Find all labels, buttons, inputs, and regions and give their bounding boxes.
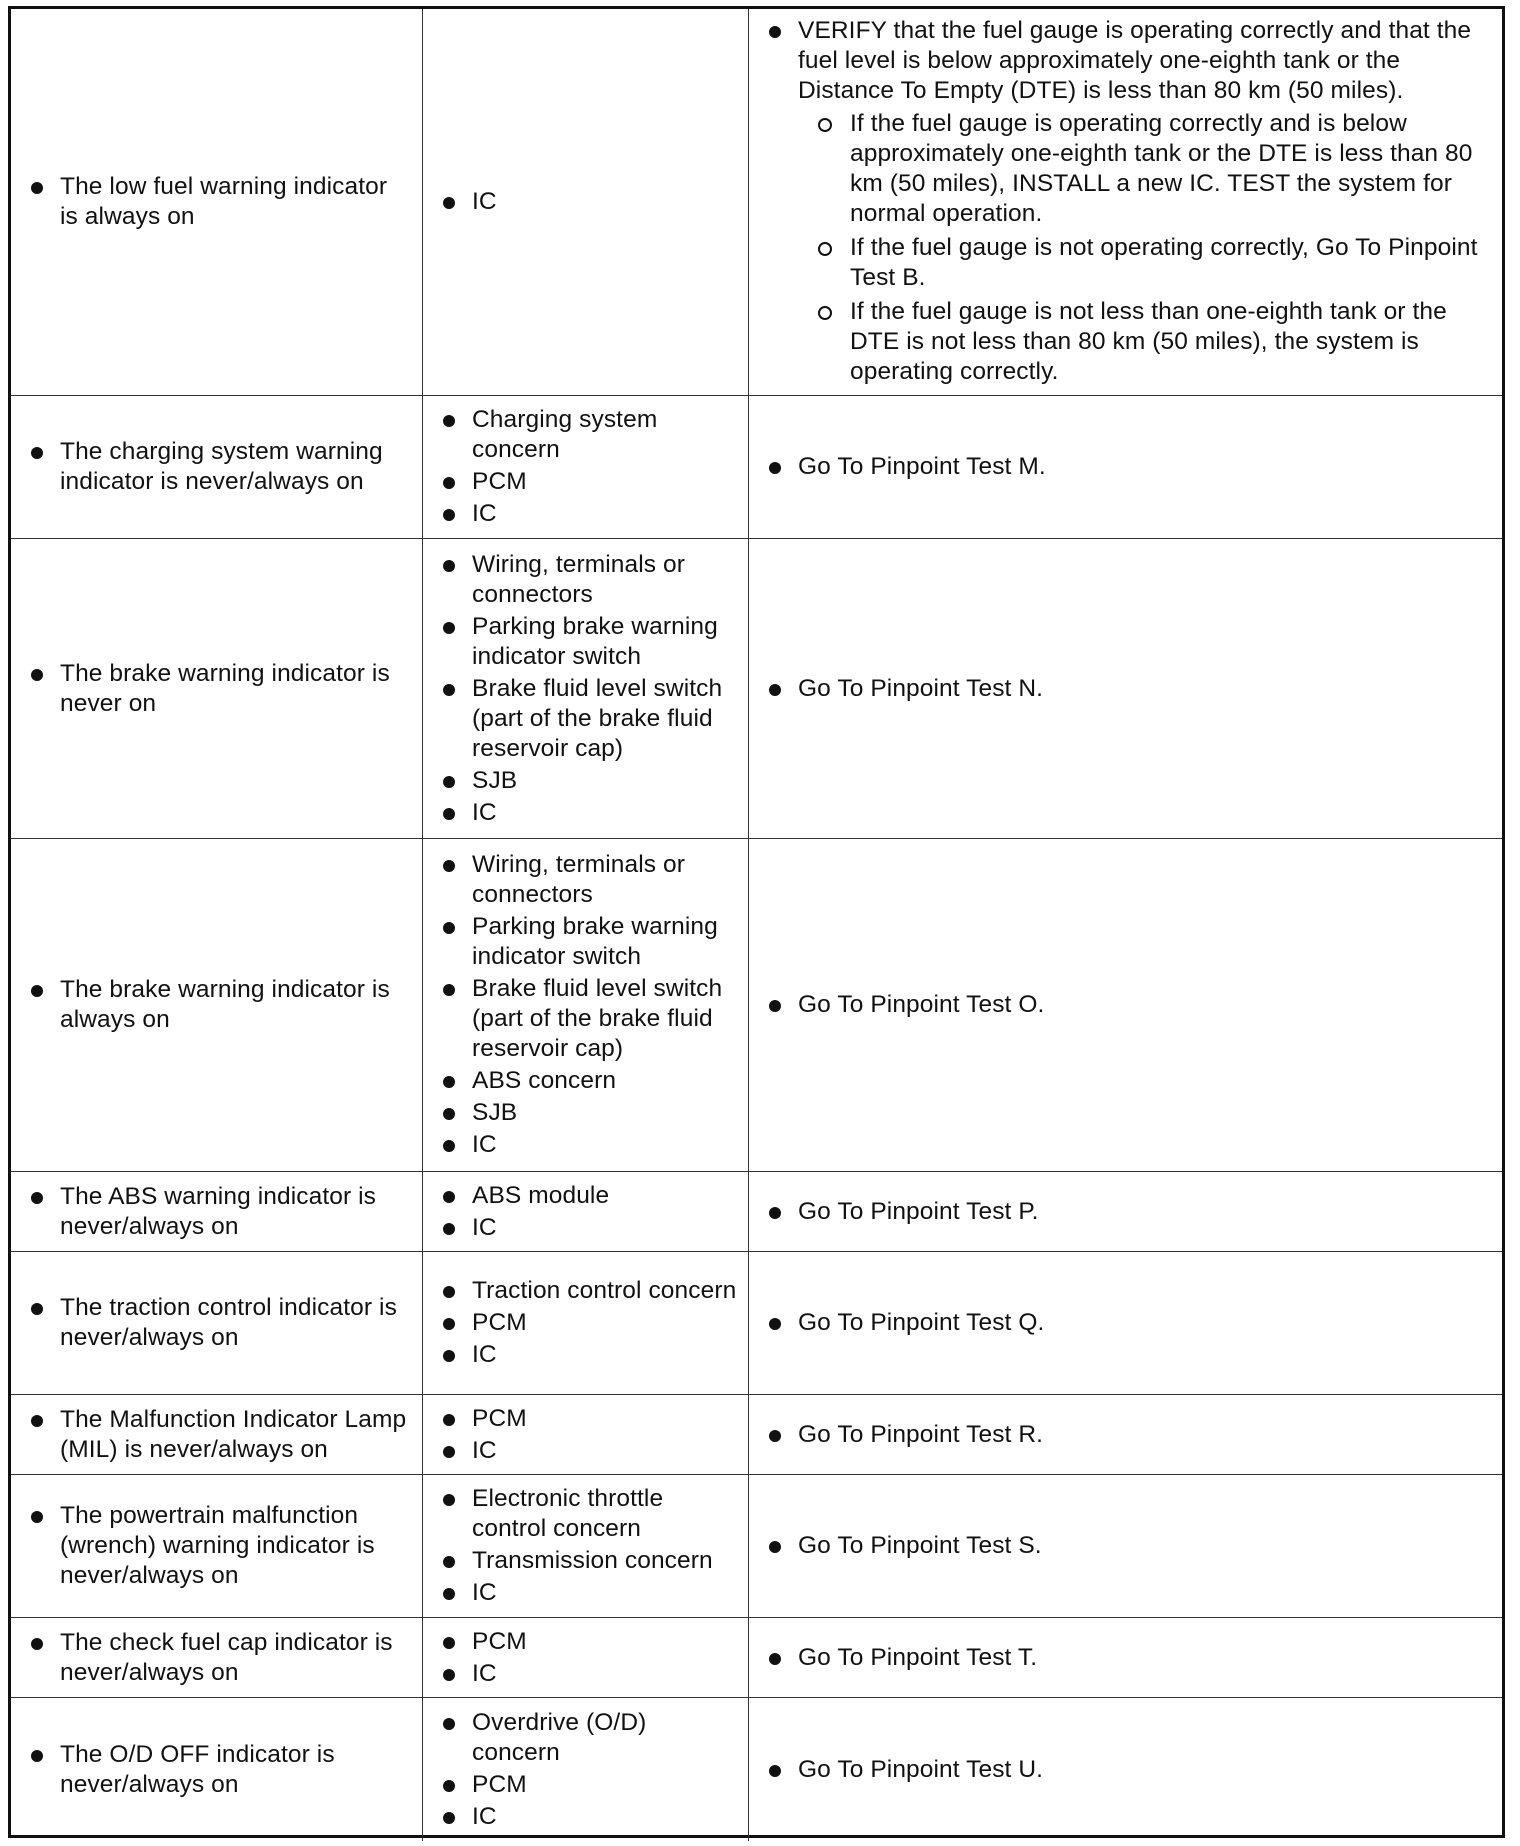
- bullet-icon: [769, 26, 781, 38]
- possible-source: [443, 766, 738, 796]
- bullet-icon: [769, 1000, 781, 1012]
- possible-source: [443, 1770, 738, 1800]
- possible-source: [443, 850, 738, 910]
- possible-source: [443, 499, 738, 529]
- condition: [31, 1293, 408, 1353]
- bullet-icon: [443, 197, 455, 209]
- action-text: Go To Pinpoint Test P.: [798, 1197, 1039, 1225]
- possible-source: [443, 187, 738, 217]
- possible-source-text: Wiring, terminals or connectors: [472, 550, 686, 608]
- action-text: Go To Pinpoint Test N.: [798, 674, 1044, 702]
- bullet-icon: [31, 985, 43, 997]
- bullet-icon: [443, 1637, 455, 1649]
- possible-source-cell: [423, 539, 749, 838]
- bullet-icon: [443, 808, 455, 820]
- action: [769, 1755, 1494, 1785]
- action-text: Go To Pinpoint Test U.: [798, 1755, 1044, 1783]
- bullet-icon: [443, 1780, 455, 1792]
- condition-cell: [11, 539, 423, 838]
- bullet-icon: [31, 1192, 43, 1204]
- table-row: [11, 1475, 1502, 1618]
- possible-source: [443, 405, 738, 465]
- bullet-icon: [443, 415, 455, 427]
- possible-source-text: PCM: [472, 1627, 527, 1655]
- action-subitem: [818, 109, 1494, 229]
- bullet-icon: [443, 1318, 455, 1330]
- possible-source-text: SJB: [472, 766, 518, 794]
- bullet-icon: [443, 1812, 455, 1824]
- possible-source: [443, 1130, 738, 1160]
- condition-cell: [11, 1395, 423, 1474]
- possible-source-text: PCM: [472, 1309, 527, 1336]
- bullet-icon: [769, 462, 781, 474]
- possible-source-text: IC: [472, 1341, 497, 1368]
- possible-source: [443, 1213, 738, 1243]
- bullet-icon: [443, 684, 455, 696]
- bullet-icon: [443, 1446, 455, 1458]
- possible-source: [443, 1098, 738, 1128]
- symptom-chart-table: [8, 6, 1505, 1838]
- bullet-icon: [443, 860, 455, 872]
- bullet-icon: [443, 1223, 455, 1235]
- action-text: Go To Pinpoint Test T.: [798, 1643, 1038, 1671]
- possible-source-text: Charging system concern: [472, 406, 658, 463]
- action-cell: [749, 839, 1502, 1171]
- possible-source-text: PCM: [472, 1770, 527, 1798]
- possible-source-text: Parking brake warning indicator switch: [472, 913, 718, 970]
- possible-source-cell: [423, 396, 749, 538]
- possible-source: [443, 1484, 738, 1544]
- action-cell: [749, 1475, 1502, 1617]
- bullet-icon: [443, 1494, 455, 1506]
- possible-source-cell: [423, 9, 749, 395]
- possible-source-text: IC: [472, 1802, 497, 1830]
- condition-text: The check fuel cap indicator is never/always on: [60, 1628, 393, 1686]
- open-circle-bullet-icon: [818, 242, 832, 256]
- possible-source: [443, 1340, 738, 1370]
- condition: [31, 172, 408, 232]
- bullet-icon: [769, 1541, 781, 1553]
- action-cell: [749, 1618, 1502, 1697]
- possible-source: [443, 612, 738, 672]
- possible-source: [443, 974, 738, 1064]
- bullet-icon: [443, 477, 455, 489]
- possible-source-text: IC: [472, 500, 497, 527]
- bullet-icon: [443, 1140, 455, 1152]
- action: [769, 452, 1494, 482]
- action: [769, 1531, 1494, 1561]
- table-row: [11, 9, 1502, 396]
- action-text: Go To Pinpoint Test M.: [798, 453, 1046, 480]
- action-text: Go To Pinpoint Test O.: [798, 991, 1045, 1018]
- bullet-icon: [443, 622, 455, 634]
- condition-cell: [11, 1252, 423, 1394]
- possible-source-text: IC: [472, 1213, 497, 1241]
- condition: [31, 659, 408, 719]
- action-cell: [749, 1698, 1502, 1841]
- condition-text: The Malfunction Indicator Lamp (MIL) is never/always on: [60, 1405, 407, 1463]
- possible-source-text: IC: [472, 1131, 497, 1158]
- bullet-icon: [443, 1588, 455, 1600]
- possible-source-cell: [423, 1618, 749, 1697]
- bullet-icon: [769, 1207, 781, 1219]
- possible-source: [443, 1308, 738, 1338]
- condition-cell: [11, 1172, 423, 1251]
- possible-source: [443, 467, 738, 497]
- possible-source-cell: [423, 1395, 749, 1474]
- possible-source-cell: [423, 1252, 749, 1394]
- bullet-icon: [443, 1286, 455, 1298]
- bullet-icon: [443, 1414, 455, 1426]
- action-subitem: [818, 233, 1494, 293]
- action-cell: [749, 1252, 1502, 1394]
- table-row: [11, 1395, 1502, 1475]
- action-subitem-text: If the fuel gauge is operating correctly and is below approximately one-eighth tank or the DTE is less than 80 km (50 miles), INSTALL a new IC. TEST the system for normal operation.: [850, 110, 1473, 227]
- action-text: Go To Pinpoint Test Q.: [798, 1309, 1045, 1336]
- bullet-icon: [443, 1718, 455, 1730]
- condition: [31, 1182, 408, 1242]
- bullet-icon: [443, 776, 455, 788]
- condition-text: The charging system warning indicator is never/always on: [60, 438, 383, 495]
- condition-text: The traction control indicator is never/always on: [60, 1294, 397, 1351]
- table-row: [11, 396, 1502, 539]
- possible-source-cell: [423, 1172, 749, 1251]
- condition-text: The O/D OFF indicator is never/always on: [60, 1740, 335, 1798]
- possible-source-text: Electronic throttle control concern: [472, 1485, 664, 1542]
- possible-source: [443, 1181, 738, 1211]
- possible-source-text: IC: [472, 798, 497, 826]
- bullet-icon: [31, 1638, 43, 1650]
- open-circle-bullet-icon: [818, 306, 832, 320]
- condition-cell: [11, 1698, 423, 1841]
- possible-source-text: Brake fluid level switch (part of the brake fluid reservoir cap): [472, 975, 723, 1062]
- table-row: [11, 1698, 1502, 1841]
- bullet-icon: [443, 1108, 455, 1120]
- bullet-icon: [443, 984, 455, 996]
- possible-source: [443, 1627, 738, 1657]
- possible-source-text: IC: [472, 1579, 497, 1606]
- possible-source-text: IC: [472, 1436, 497, 1464]
- bullet-icon: [443, 509, 455, 521]
- possible-source: [443, 798, 738, 828]
- possible-source: [443, 912, 738, 972]
- action-subitem-text: If the fuel gauge is not operating correctly, Go To Pinpoint Test B.: [850, 234, 1478, 291]
- bullet-icon: [31, 1303, 43, 1315]
- possible-source-cell: [423, 839, 749, 1171]
- action-subitem-text: If the fuel gauge is not less than one-eighth tank or the DTE is not less than 80 km (50 miles), the system is operating correctly.: [850, 298, 1447, 385]
- condition-text: The powertrain malfunction (wrench) warning indicator is never/always on: [60, 1502, 375, 1589]
- possible-source-text: IC: [472, 1659, 497, 1687]
- action-text: Go To Pinpoint Test R.: [798, 1420, 1044, 1448]
- action-cell: [749, 1395, 1502, 1474]
- action: [769, 674, 1494, 704]
- bullet-icon: [443, 922, 455, 934]
- table-row: [11, 839, 1502, 1172]
- bullet-icon: [31, 182, 43, 194]
- action-cell: [749, 396, 1502, 538]
- possible-source: [443, 550, 738, 610]
- action: [769, 990, 1494, 1020]
- possible-source-text: Traction control concern: [472, 1277, 737, 1304]
- possible-source-text: Parking brake warning indicator switch: [472, 612, 718, 670]
- bullet-icon: [769, 1430, 781, 1442]
- bullet-icon: [443, 1191, 455, 1203]
- bullet-icon: [31, 1750, 43, 1762]
- action-text: VERIFY that the fuel gauge is operating correctly and that the fuel level is below approximately one-eighth tank or the Distance To Empty (DTE) is less than 80 km (50 miles).: [798, 17, 1472, 104]
- condition: [31, 437, 408, 497]
- table-row: [11, 539, 1502, 839]
- possible-source-cell: [423, 1698, 749, 1841]
- table-row: [11, 1172, 1502, 1252]
- possible-source-text: PCM: [472, 468, 527, 495]
- bullet-icon: [443, 1350, 455, 1362]
- bullet-icon: [443, 560, 455, 572]
- possible-source: [443, 1066, 738, 1096]
- possible-source: [443, 1802, 738, 1832]
- condition-cell: [11, 1618, 423, 1697]
- possible-source-text: Brake fluid level switch (part of the brake fluid reservoir cap): [472, 674, 723, 762]
- possible-source-text: ABS module: [472, 1181, 610, 1209]
- condition: [31, 1740, 408, 1800]
- condition-text: The brake warning indicator is always on: [60, 976, 390, 1033]
- action-subitem: [818, 297, 1494, 387]
- possible-source: [443, 1659, 738, 1689]
- action-cell: [749, 539, 1502, 838]
- possible-source-text: SJB: [472, 1099, 518, 1126]
- table-row: [11, 1252, 1502, 1395]
- condition-cell: [11, 396, 423, 538]
- possible-source-text: Transmission concern: [472, 1547, 713, 1574]
- possible-source-text: ABS concern: [472, 1067, 617, 1094]
- condition-cell: [11, 839, 423, 1171]
- possible-source: [443, 1436, 738, 1466]
- condition-text: The ABS warning indicator is never/always on: [60, 1182, 377, 1240]
- action-cell: [749, 9, 1502, 395]
- bullet-icon: [31, 447, 43, 459]
- bullet-icon: [769, 684, 781, 696]
- bullet-icon: [769, 1318, 781, 1330]
- bullet-icon: [443, 1669, 455, 1681]
- condition: [31, 975, 408, 1035]
- bullet-icon: [769, 1765, 781, 1777]
- possible-source: [443, 674, 738, 764]
- condition-text: The low fuel warning indicator is always on: [60, 173, 388, 230]
- open-circle-bullet-icon: [818, 118, 832, 132]
- possible-source: [443, 1276, 738, 1306]
- table-row: [11, 1618, 1502, 1698]
- condition-cell: [11, 1475, 423, 1617]
- condition-cell: [11, 9, 423, 395]
- action-text: Go To Pinpoint Test S.: [798, 1532, 1042, 1559]
- bullet-icon: [443, 1556, 455, 1568]
- action: [769, 16, 1494, 106]
- possible-source-cell: [423, 1475, 749, 1617]
- possible-source-text: PCM: [472, 1404, 527, 1432]
- action-cell: [749, 1172, 1502, 1251]
- bullet-icon: [443, 1076, 455, 1088]
- bullet-icon: [31, 1511, 43, 1523]
- bullet-icon: [769, 1653, 781, 1665]
- possible-source: [443, 1546, 738, 1576]
- possible-source-text: Overdrive (O/D) concern: [472, 1708, 647, 1766]
- action: [769, 1197, 1494, 1227]
- action: [769, 1420, 1494, 1450]
- possible-source: [443, 1578, 738, 1608]
- bullet-icon: [31, 1415, 43, 1427]
- condition: [31, 1501, 408, 1591]
- action: [769, 1308, 1494, 1338]
- possible-source: [443, 1404, 738, 1434]
- possible-source-text: IC: [472, 188, 497, 215]
- condition: [31, 1405, 408, 1465]
- condition-text: The brake warning indicator is never on: [60, 659, 390, 717]
- action: [769, 1643, 1494, 1673]
- possible-source: [443, 1708, 738, 1768]
- condition: [31, 1628, 408, 1688]
- possible-source-text: Wiring, terminals or connectors: [472, 851, 686, 908]
- bullet-icon: [31, 669, 43, 681]
